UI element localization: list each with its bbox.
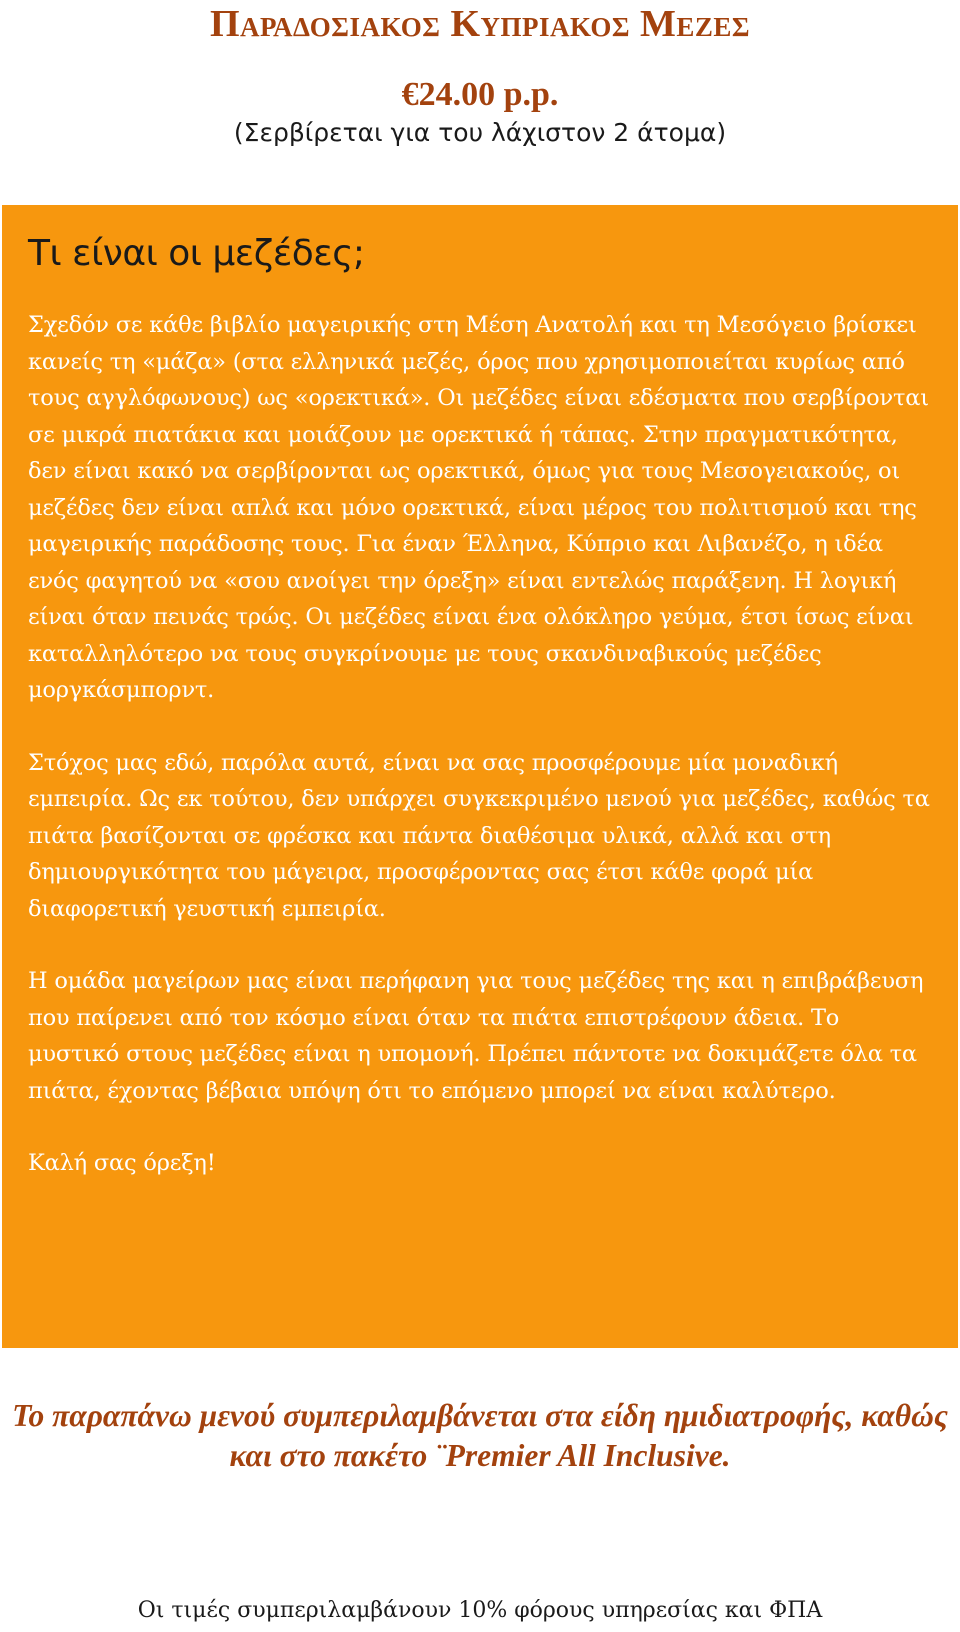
- price-per-person: €24.00 p.p.: [401, 76, 559, 113]
- closing-greeting: Καλή σας όρεξη!: [28, 1150, 216, 1176]
- description-paragraph-1: Σχεδόν σε κάθε βιβλίο μαγειρικής στη Μέση Ανατολή και τη Μεσόγειο βρίσκει κανείς τη «μάζα» (στα ελληνικά μεζές, όρος που χρησιμοποιείται κυρίως από τους αγγλόφωνους) ως «ορεκτικά». Οι μεζέδες είναι εδέσματα που σερβίρονται σε μικρά πιατάκια και μοιάζουν με ορεκτικά ή τάπας. Στην πραγματικότητα, δεν είναι κακό να σερβίρονται ως ορεκτικά, όμως για τους Μεσογειακούς, οι μεζέδες δεν είναι απλά και μόνο ορεκτικά, είναι μέρος του πολιτισμού και της μαγειρικής παράδοσης τους. Για έναν Έλληνα, Κύπριο και Λιβανέζο, η ιδέα ενός φαγητού να «σου ανοίγει την όρεξη» είναι εντελώς παράξενη. Η λογική είναι όταν πεινάς τρώς. Οι μεζέδες είναι ένα ολόκληρο γεύμα, έτσι ίσως είναι καταλληλότερο να τους συγκρίνουμε με τους σκανδιναβικούς μεζέδες μοργκάσμπορντ.: [28, 312, 929, 703]
- inclusion-note: Το παραπάνω μενού συμπεριλαμβάνεται στα είδη ημιδιατροφής, καθώς και στο πακέτο ¨Premier All Inclusive.: [12, 1398, 948, 1473]
- description-heading: Τι είναι οι μεζέδες;: [28, 233, 365, 274]
- description-paragraph-2: Στόχος μας εδώ, παρόλα αυτά, είναι να σας προσφέρουμε μία μοναδική εμπειρία. Ως εκ τούτου, δεν υπάρχει συγκεκριμένο μενού για μεζέδες, καθώς τα πιάτα βασίζονται σε φρέσκα και πάντα διαθέσιμα υλικά, αλλά και στη δημιουργικότητα του μάγειρα, προσφέροντας σας έτσι κάθε φορά μία διαφορετική γευστική εμπειρία.: [28, 749, 930, 922]
- serving-note: (Σερβίρεται για του λάχιστον 2 άτομα): [233, 118, 727, 147]
- tax-footer: Οι τιμές συμπεριλαμβάνουν 10% φόρους υπηρεσίας και ΦΠΑ: [137, 1598, 823, 1623]
- description-paragraph-3: Η ομάδα μαγείρων μας είναι περήφανη για τους μεζέδες της και η επιβράβευση που παίρενει από τον κόσμο είναι όταν τα πιάτα επιστρέφουν άδεια. Το μυστικό στους μεζέδες είναι η υπομονή. Πρέπει πάντοτε να δοκιμάζετε όλα τα πιάτα, έχοντας βέβαια υπόψη ότι το επόμενο μπορεί να είναι καλύτερο.: [28, 968, 924, 1104]
- menu-title: Παραδοσιακος Κυπριακος Μεζες: [209, 3, 751, 45]
- description-box: [2, 205, 958, 1348]
